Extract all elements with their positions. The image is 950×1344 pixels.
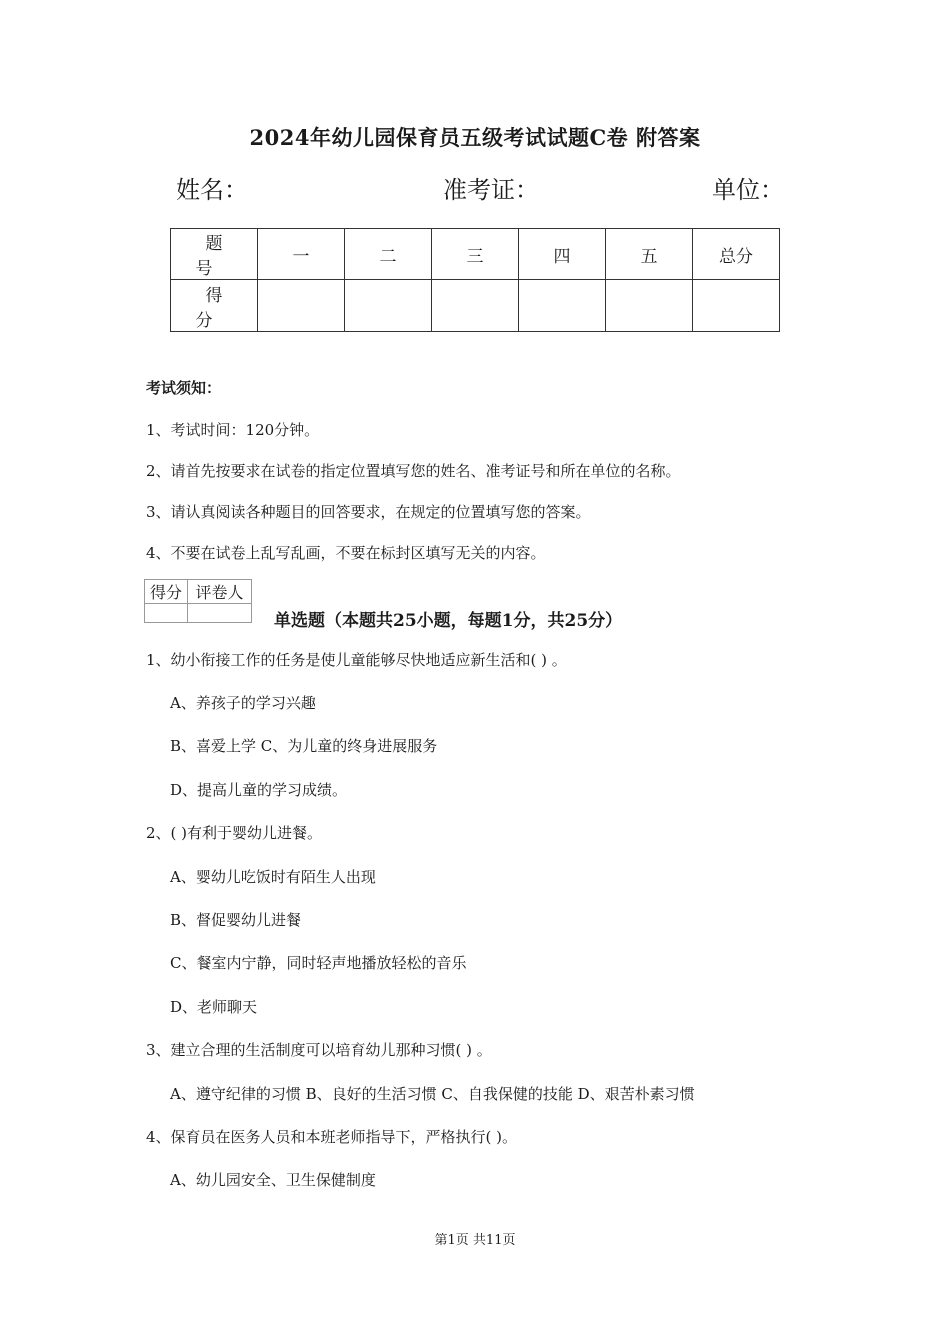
section-title: 单选题（本题共25小题，每题1分，共25分） xyxy=(274,611,623,631)
score-table-score-row xyxy=(171,280,780,332)
exam-id-field-label: 准考证： xyxy=(443,176,539,204)
score-column-1: 一 xyxy=(258,229,345,280)
grader-score-cell[interactable] xyxy=(145,604,188,623)
question-1-option: B、喜爱上学 C、为儿童的终身进展服务 xyxy=(170,737,438,755)
question-4-option: A、幼儿园安全、卫生保健制度 xyxy=(170,1171,376,1189)
question-2-option: C、餐室内宁静，同时轻声地播放轻松的音乐 xyxy=(170,954,467,972)
grader-box xyxy=(144,579,252,623)
question-1: 1、幼小衔接工作的任务是使儿童能够尽快地适应新生活和( ) 。 xyxy=(146,651,567,669)
page-footer: 第1页 共11页 xyxy=(434,1233,516,1248)
grader-score-label: 得分 xyxy=(145,580,188,604)
question-3: 3、建立合理的生活制度可以培育幼儿那种习惯( ) 。 xyxy=(146,1041,492,1059)
score-table xyxy=(170,228,780,332)
question-2-option: D、老师聊天 xyxy=(170,998,258,1016)
question-number-label: 题号 xyxy=(171,229,258,280)
score-column-3: 三 xyxy=(432,229,519,280)
name-field-label: 姓名： xyxy=(176,176,248,204)
score-column-5: 五 xyxy=(606,229,693,280)
question-1-option: D、提高儿童的学习成绩。 xyxy=(170,781,348,799)
grader-name-label: 评卷人 xyxy=(188,580,252,604)
notice-item: 4、不要在试卷上乱写乱画，不要在标封区填写无关的内容。 xyxy=(146,544,546,562)
score-cell-4[interactable] xyxy=(519,280,606,332)
score-table-header-row xyxy=(171,229,780,280)
score-cell-5[interactable] xyxy=(606,280,693,332)
question-2-option: A、婴幼儿吃饭时有陌生人出现 xyxy=(170,868,376,886)
score-cell-2[interactable] xyxy=(345,280,432,332)
document-title: 2024年幼儿园保育员五级考试试题C卷 附答案 xyxy=(249,125,701,150)
score-cell-3[interactable] xyxy=(432,280,519,332)
question-4: 4、保育员在医务人员和本班老师指导下，严格执行( )。 xyxy=(146,1128,518,1146)
score-cell-1[interactable] xyxy=(258,280,345,332)
notice-title: 考试须知： xyxy=(146,379,222,397)
notice-item: 2、请首先按要求在试卷的指定位置填写您的姓名、准考证号和所在单位的名称。 xyxy=(146,462,681,480)
score-cell-total[interactable] xyxy=(693,280,780,332)
grader-name-cell[interactable] xyxy=(188,604,252,623)
question-3-option: A、遵守纪律的习惯 B、良好的生活习惯 C、自我保健的技能 D、艰苦朴素习惯 xyxy=(170,1085,695,1103)
score-column-total: 总分 xyxy=(693,229,780,280)
notice-item: 1、考试时间：120分钟。 xyxy=(146,421,320,439)
question-2: 2、( )有利于婴幼儿进餐。 xyxy=(146,824,323,842)
score-row-label: 得分 xyxy=(171,280,258,332)
unit-field-label: 单位： xyxy=(712,176,784,204)
notice-item: 3、请认真阅读各种题目的回答要求，在规定的位置填写您的答案。 xyxy=(146,503,591,521)
score-column-2: 二 xyxy=(345,229,432,280)
question-1-option: A、养孩子的学习兴趣 xyxy=(170,694,316,712)
question-2-option: B、督促婴幼儿进餐 xyxy=(170,911,302,929)
score-column-4: 四 xyxy=(519,229,606,280)
